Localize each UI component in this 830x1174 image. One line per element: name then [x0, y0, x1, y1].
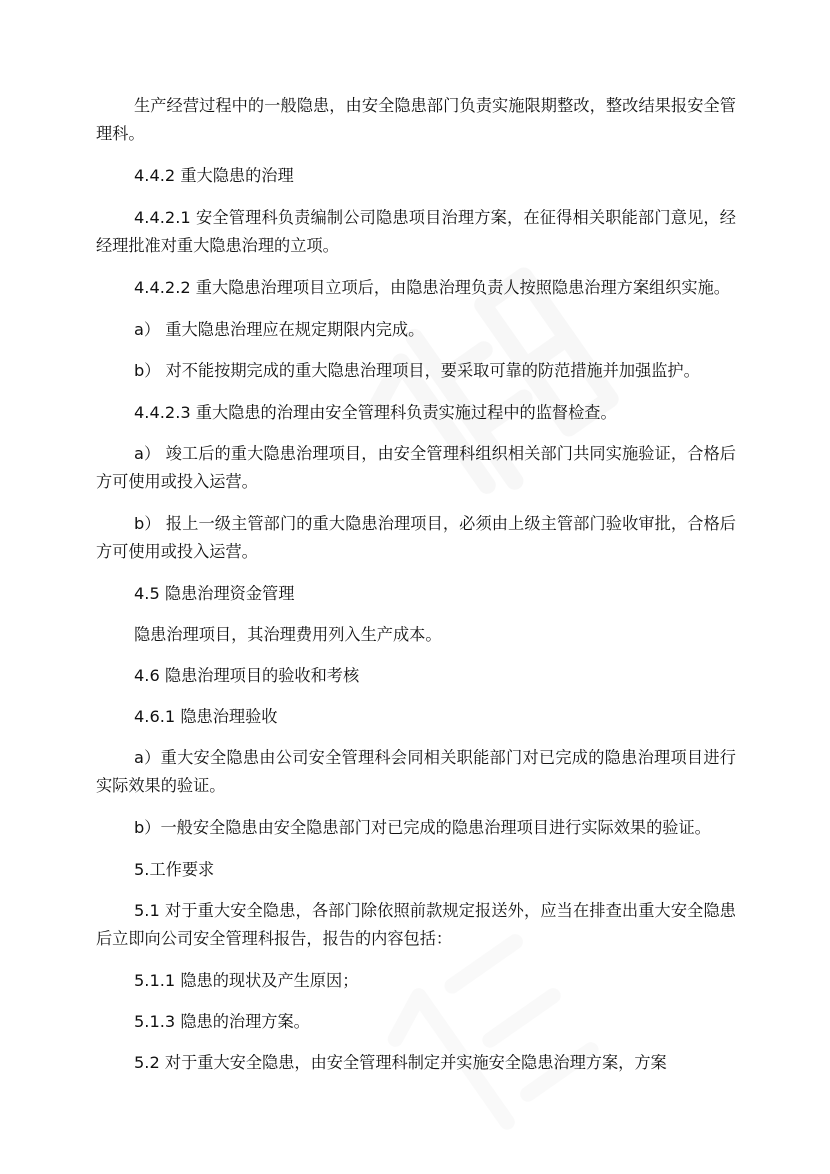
paragraph-intro: 生产经营过程中的一般隐患，由安全隐患部门负责实施限期整改，整改结果报安全管理科。 — [96, 96, 736, 143]
paragraph-5-1-1: 5.1.1 隐患的现状及产生原因； — [134, 971, 359, 990]
paragraph-5-2: 5.2 对于重大安全隐患，由安全管理科制定并实施安全隐患治理方案，方案 — [134, 1053, 667, 1072]
paragraph-acceptance-a: a）重大安全隐患由公司安全管理科会同相关职能部门对已完成的隐患治理项目进行实际效果的验证。 — [96, 748, 736, 795]
paragraph-item-a-2: a） 竣工后的重大隐患治理项目，由安全管理科组织相关部门共同实施验证，合格后方可使用或投入运营。 — [96, 444, 736, 491]
heading-5: 5.工作要求 — [134, 860, 215, 879]
paragraph-item-b-2: b） 报上一级主管部门的重大隐患治理项目，必须由上级主管部门验收审批，合格后方可使用或投入运营。 — [96, 514, 736, 561]
document-body — [96, 92, 736, 1091]
heading-4-6-1: 4.6.1 隐患治理验收 — [134, 707, 278, 726]
heading-4-5: 4.5 隐患治理资金管理 — [134, 584, 295, 603]
paragraph-item-b: b） 对不能按期完成的重大隐患治理项目，要采取可靠的防范措施并加强监护。 — [134, 361, 700, 380]
heading-4-6: 4.6 隐患治理项目的验收和考核 — [134, 666, 360, 685]
paragraph-4-4-2-3: 4.4.2.3 重大隐患的治理由安全管理科负责实施过程中的监督检查。 — [134, 403, 617, 422]
paragraph-4-4-2-2: 4.4.2.2 重大隐患治理项目立项后，由隐患治理负责人按照隐患治理方案组织实施。 — [134, 278, 730, 297]
paragraph-5-1: 5.1 对于重大安全隐患，各部门除依照前款规定报送外，应当在排查出重大安全隐患后立即向公司安全管理科报告，报告的内容包括： — [96, 901, 736, 948]
paragraph-5-1-3: 5.1.3 隐患的治理方案。 — [134, 1012, 310, 1031]
paragraph-item-a: a） 重大隐患治理应在规定期限内完成。 — [134, 320, 425, 339]
paragraph-4-4-2-1: 4.4.2.1 安全管理科负责编制公司隐患项目治理方案，在征得相关职能部门意见，经经理批准对重大隐患治理的立项。 — [96, 208, 736, 255]
paragraph-funding: 隐患治理项目，其治理费用列入生产成本。 — [134, 625, 442, 644]
heading-4-4-2: 4.4.2 重大隐患的治理 — [134, 166, 294, 185]
paragraph-acceptance-b: b）一般安全隐患由安全隐患部门对已完成的隐患治理项目进行实际效果的验证。 — [134, 818, 711, 837]
